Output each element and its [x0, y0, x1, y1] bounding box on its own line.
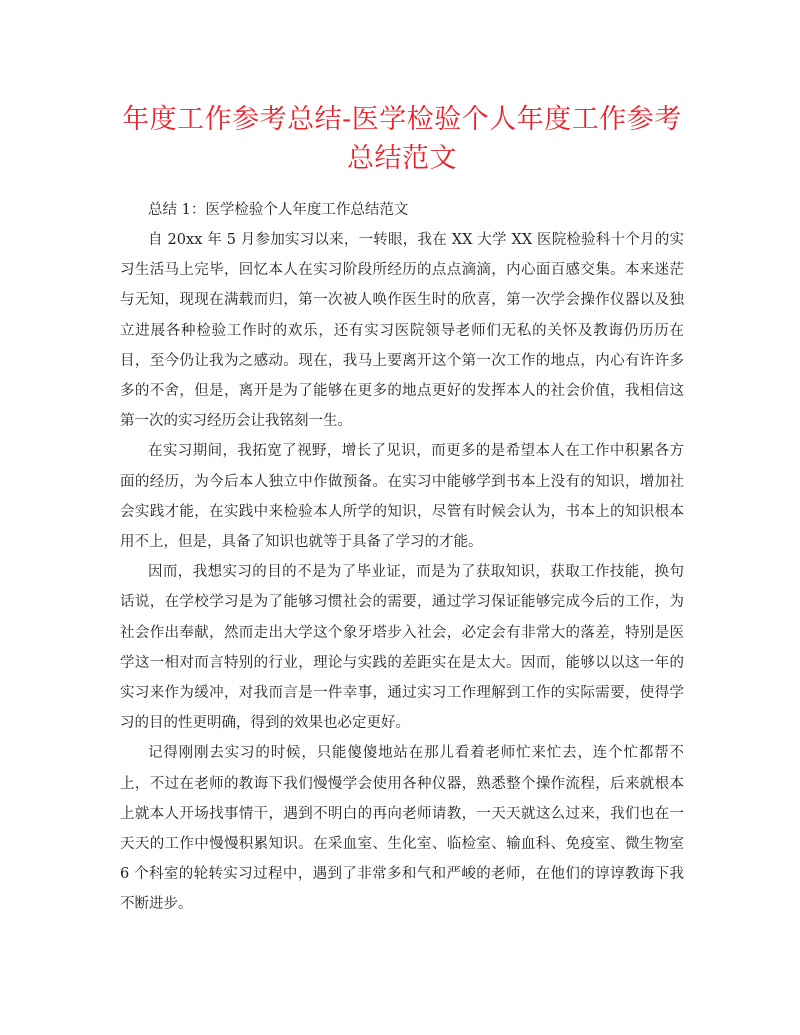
document-title: 年度工作参考总结-医学检验个人年度工作参考总结范文 [122, 104, 682, 174]
body-paragraph-2: 在实习期间，我拓宽了视野，增长了见识，而更多的是希望本人在工作中积累各方面的经历，为今后本人独立中作做预备。在实习中能够学到书本上没有的知识，增加社会实践才能，在实践中来检验本人所学的知识，尽管有时候会认为，书本上的知识根本用不上，但是，具备了知识也就等于具备了学习的才能。 [120, 443, 684, 551]
body-paragraph-4: 记得刚刚去实习的时候，只能傻傻地站在那儿看着老师忙来忙去，连个忙都帮不上，不过在老师的教诲下我们慢慢学会使用各种仪器，熟悉整个操作流程，后来就根本上就本人开场找事情干，遇到不明白的再向老师请教，一天天就这么过来，我们也在一天天的工作中慢慢积累知识。在采血室、生化室、临检室、输血科、免疫室、微生物室 6 个科室的轮转实习过程中，遇到了非常多和气和严峻的老师，在他们的谆谆教诲下我不断进步。 [120, 745, 684, 913]
document-page [120, 0, 684, 920]
body-paragraph-3: 因而，我想实习的目的不是为了毕业证，而是为了获取知识，获取工作技能，换句话说，在学校学习是为了能够习惯社会的需要，通过学习保证能够完成今后的工作，为社会作出奉献，然而走出大学这个象牙塔步入社会，必定会有非常大的落差，特别是医学这一相对而言特别的行业，理论与实践的差距实在是太大。因而，能够以以这一年的实习来作为缓冲，对我而言是一件幸事，通过实习工作理解到工作的实际需要，使得学习的目的性更明确，得到的效果也必定更好。 [120, 564, 684, 732]
body-paragraph-1: 自 20xx 年 5 月参加实习以来，一转眼，我在 XX 大学 XX 医院检验科十个月的实习生活马上完毕，回忆本人在实习阶段所经历的点点滴滴，内心面百感交集。本来迷茫与无知，现现在满载而归，第一次被人唤作医生时的欣喜，第一次学会操作仪器以及独立进展各种检验工作时的欢乐，还有实习医院领导老师们无私的关怀及教诲仍历历在目，至今仍让我为之感动。现在，我马上要离开这个第一次工作的地点，内心有许许多多的不舍，但是，离开是为了能够在更多的地点更好的发挥本人的社会价值，我相信这第一次的实习经历会让我铭刻一生。 [120, 232, 684, 430]
section-subtitle: 总结 1：医学检验个人年度工作总结范文 [148, 202, 409, 218]
